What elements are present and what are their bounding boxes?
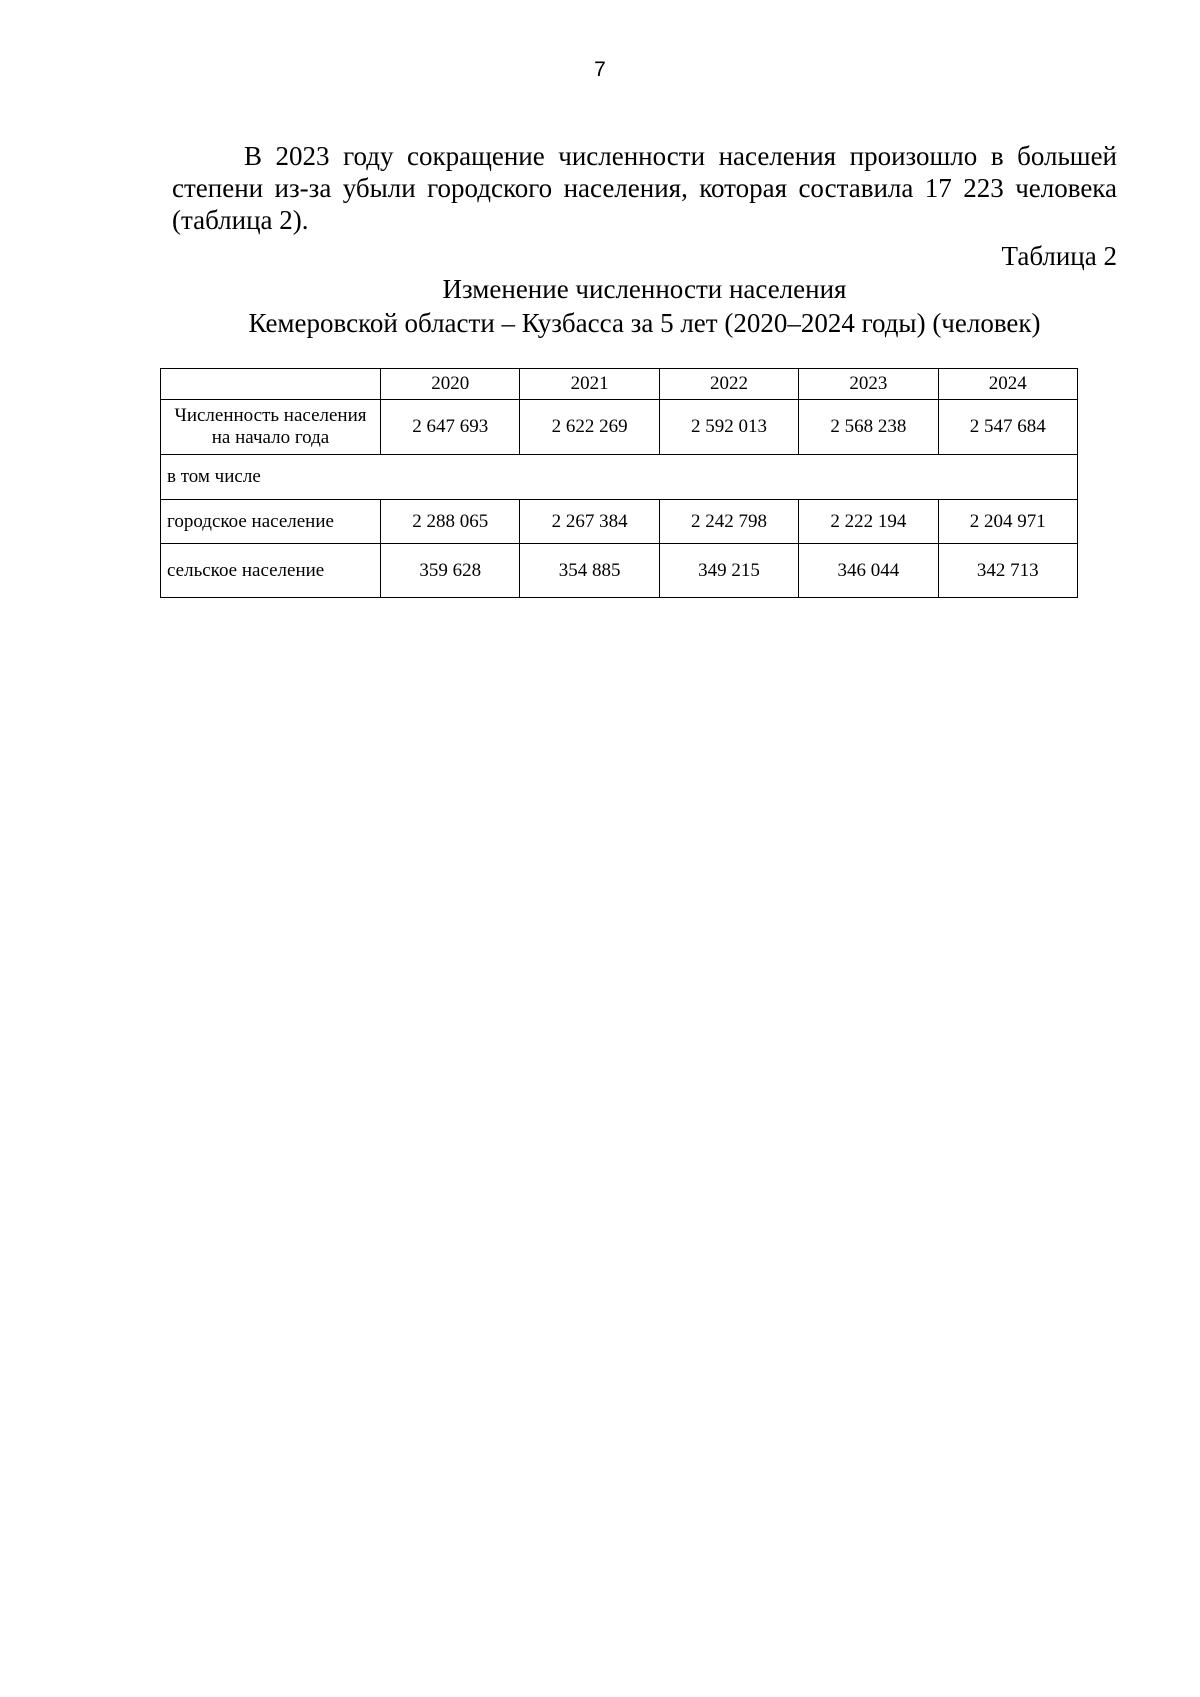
table-cell: 359 628 [381,544,520,598]
table-title-line-1: Изменение численности населения [442,274,847,304]
row-label: Численность населения на начало года [161,400,381,455]
header-cell-year: 2024 [938,369,1077,400]
table-title-line-2: Кемеровской области – Кузбасса за 5 лет (2020–2024 годы) (человек) [248,308,1041,338]
table-cell: 2 592 013 [659,400,798,455]
header-cell-year: 2023 [799,369,938,400]
table-cell: 2 568 238 [799,400,938,455]
table-cell: 2 547 684 [938,400,1077,455]
body-paragraph: В 2023 году сокращение численности населения произошло в большей степени из-за убыли городского населения, которая составила 17 223 человека (таблица 2). [172,141,1117,235]
population-table [160,368,1078,598]
table-row-subheading [161,455,1078,500]
table-cell: 2 622 269 [520,400,659,455]
table-cell: 2 242 798 [659,500,798,544]
table-title [172,272,1117,340]
table-cell: 2 647 693 [381,400,520,455]
table-cell: 2 204 971 [938,500,1077,544]
row-label: сельское население [161,544,381,598]
table-label: Таблица 2 [1001,241,1117,271]
table-cell: 2 267 384 [520,500,659,544]
table-cell: 2 288 065 [381,500,520,544]
subheading-cell: в том числе [161,455,1078,500]
header-cell-empty [161,369,381,400]
table-cell: 349 215 [659,544,798,598]
header-cell-year: 2022 [659,369,798,400]
row-label: городское население [161,500,381,544]
table-cell: 342 713 [938,544,1077,598]
table-row-total-population [161,400,1078,455]
header-cell-year: 2021 [520,369,659,400]
table-cell: 354 885 [520,544,659,598]
page-number: 7 [594,58,606,81]
table-cell: 346 044 [799,544,938,598]
table-row-urban [161,500,1078,544]
table-cell: 2 222 194 [799,500,938,544]
table-header-row [161,369,1078,400]
table-row-rural [161,544,1078,598]
header-cell-year: 2020 [381,369,520,400]
